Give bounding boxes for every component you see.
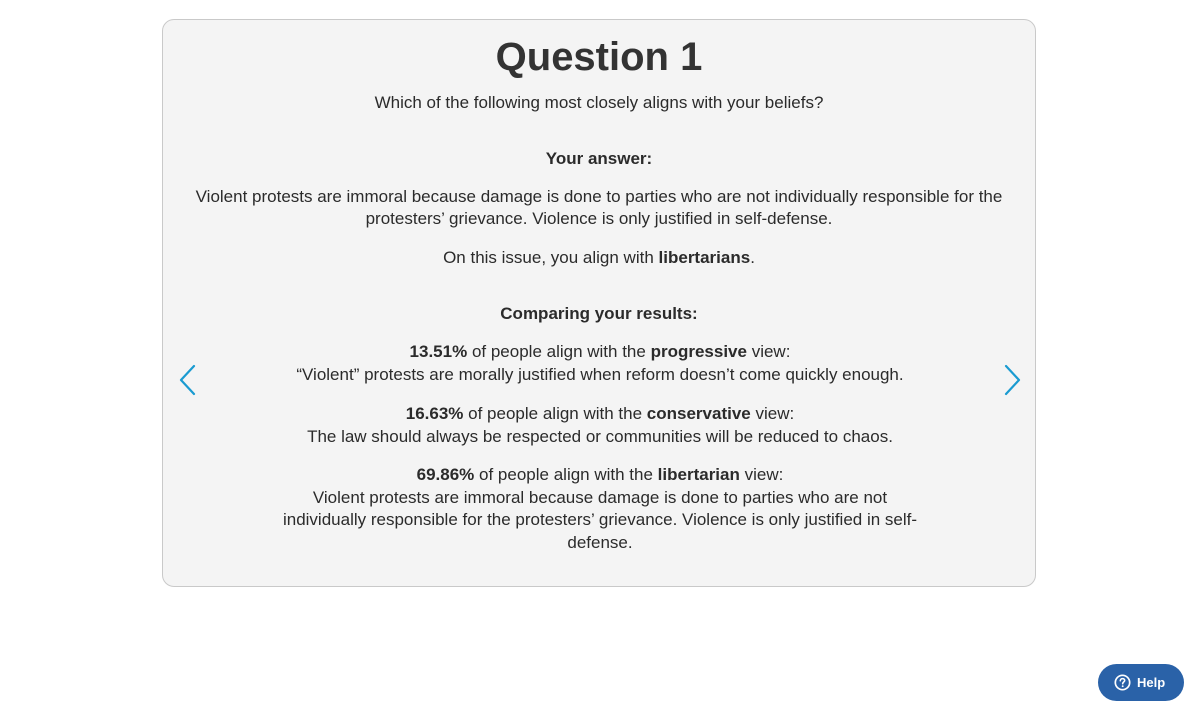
help-label: Help: [1137, 675, 1166, 690]
result-percent: 13.51%: [409, 342, 468, 361]
result-percent: 16.63%: [405, 404, 464, 423]
help-button[interactable]: [1098, 664, 1184, 701]
your-answer-text: [183, 186, 1015, 230]
chevron-right-icon: [1000, 363, 1024, 397]
your-answer-heading: Your answer:: [545, 149, 653, 168]
next-question-button[interactable]: [1000, 363, 1024, 397]
result-middle-text: of people align with the: [467, 342, 651, 361]
result-header: [110, 403, 1090, 426]
result-statement-line-2: individually responsible for the protesters’ grievance. Violence is only justified in self-: [282, 510, 918, 529]
result-conservative: [110, 403, 1090, 448]
result-middle-text: of people align with the: [463, 404, 647, 423]
result-progressive: [110, 341, 1090, 386]
your-answer-line-1: Violent protests are immoral because damage is done to parties who are not individually responsible for the: [195, 187, 1003, 206]
result-group: libertarian: [657, 465, 740, 484]
question-title: Question 1: [495, 35, 703, 79]
result-suffix: view:: [739, 465, 784, 484]
result-group: progressive: [650, 342, 747, 361]
result-header: [110, 464, 1090, 487]
result-header: [110, 341, 1090, 364]
alignment-suffix: .: [750, 248, 755, 267]
result-statement: “Violent” protests are morally justified when reform doesn’t come quickly enough.: [296, 364, 904, 384]
result-suffix: view:: [746, 342, 791, 361]
question-circle-icon: [1114, 674, 1131, 691]
result-statement-line-1: Violent protests are immoral because damage is done to parties who are not: [312, 487, 888, 507]
previous-question-button[interactable]: [176, 363, 200, 397]
result-libertarian: [110, 464, 1090, 554]
alignment-group: libertarians: [658, 248, 751, 267]
result-percent: 69.86%: [416, 465, 475, 484]
alignment-statement: [163, 247, 1035, 269]
comparison-heading: Comparing your results:: [500, 304, 698, 323]
alignment-prefix: On this issue, you align with: [443, 248, 659, 267]
your-answer-line-2: protesters’ grievance. Violence is only justified in self-defense.: [365, 209, 833, 228]
result-suffix: view:: [750, 404, 795, 423]
result-middle-text: of people align with the: [474, 465, 658, 484]
result-group: conservative: [646, 404, 751, 423]
result-statement-line-3: defense.: [567, 532, 633, 552]
question-prompt: Which of the following most closely aligns with your beliefs?: [374, 93, 824, 112]
chevron-left-icon: [176, 363, 200, 397]
result-statement: The law should always be respected or communities will be reduced to chaos.: [307, 426, 893, 446]
